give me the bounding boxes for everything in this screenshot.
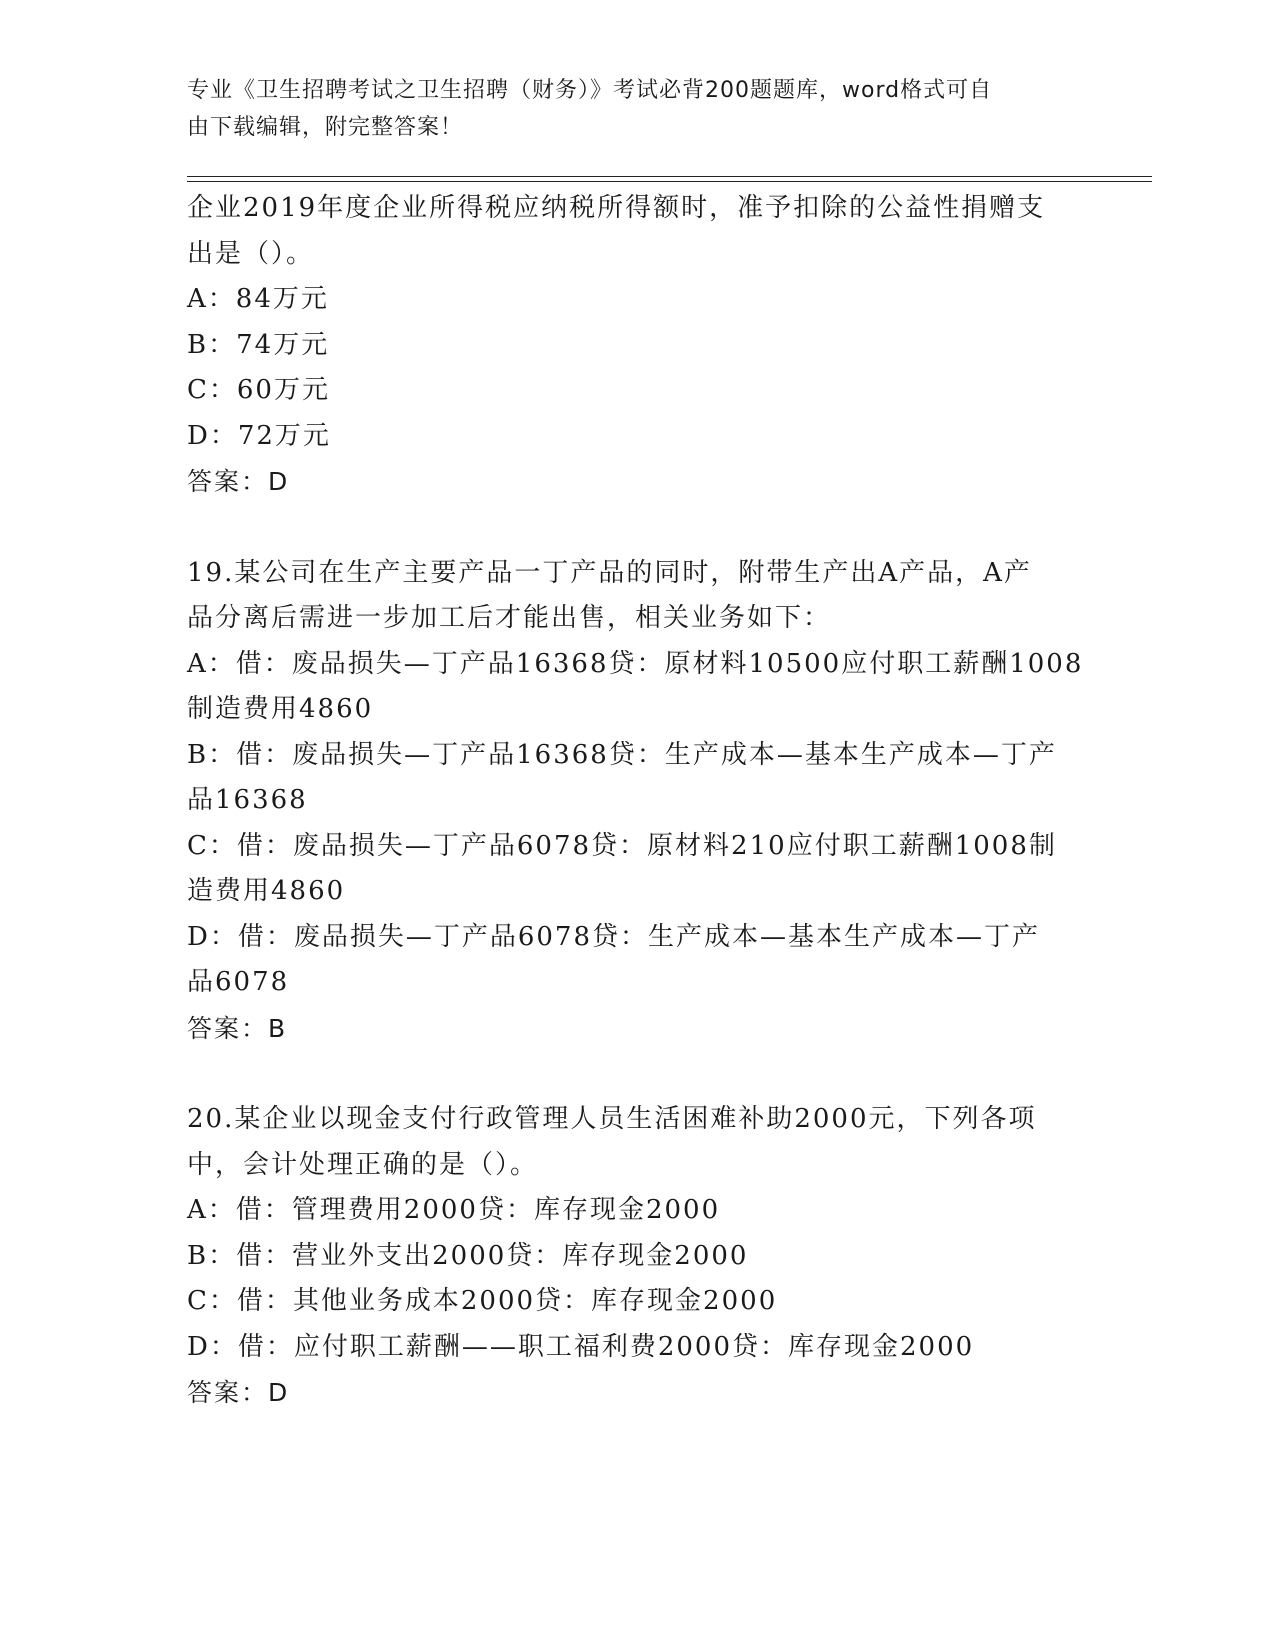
question-20 [187,1097,1087,1416]
option-b-continued: 品16368 [187,785,308,815]
option-c: C：借：其他业务成本2000贷：库存现金2000 [187,1286,778,1316]
header-line-1: 专业《卫生招聘考试之卫生招聘（财务）》考试必背200题题库，word格式可自 [187,78,993,103]
option-c-continued: 造费用4860 [187,876,346,906]
option-c: C：60万元 [187,375,330,405]
question-stem-line: 企业2019年度企业所得税应纳税所得额时，准予扣除的公益性捐赠支 [187,193,1046,223]
question-gap [187,1051,1087,1097]
header-divider-top [187,176,1152,177]
answer-line: 答案：D [187,1378,290,1407]
option-a: A：借：管理费用2000贷：库存现金2000 [187,1195,721,1225]
option-b: B：借：废品损失—丁产品16368贷：生产成本—基本生产成本—丁产 [187,739,1057,770]
option-d-continued: 品6078 [187,967,290,997]
document-header [187,72,1067,146]
header-line-2: 由下载编辑，附完整答案！ [187,115,464,140]
option-b: B：借：营业外支出2000贷：库存现金2000 [187,1240,749,1271]
option-a-continued: 制造费用4860 [187,694,374,724]
option-d: D：借：应付职工薪酬——职工福利费2000贷：库存现金2000 [187,1331,975,1362]
question-stem-line: 中，会计处理正确的是（）。 [187,1149,539,1180]
option-d: D：72万元 [187,420,331,451]
option-b: B：74万元 [187,329,330,360]
question-18 [187,186,1087,505]
option-a: A：借：废品损失—丁产品16368贷：原材料10500应付职工薪酬1008 [187,648,1084,679]
question-stem-line: 19.某公司在生产主要产品一丁产品的同时，附带生产出A产品，A产 [187,557,1032,588]
question-gap [187,505,1087,551]
header-divider-bottom [187,181,1152,182]
answer-line: 答案：D [187,467,290,496]
question-stem-line: 品分离后需进一步加工后才能出售，相关业务如下： [187,603,832,633]
option-d: D：借：废品损失—丁产品6078贷：生产成本—基本生产成本—丁产 [187,921,1041,952]
answer-line: 答案：B [187,1013,288,1043]
option-c: C：借：废品损失—丁产品6078贷：原材料210应付职工薪酬1008制 [187,830,1057,861]
option-a: A：84万元 [187,284,329,314]
question-19 [187,551,1087,1052]
question-stem-line: 出是（）。 [187,238,315,269]
question-content [187,186,1087,1416]
question-stem-line: 20.某企业以现金支付行政管理人员生活困难补助2000元，下列各项 [187,1104,1037,1134]
